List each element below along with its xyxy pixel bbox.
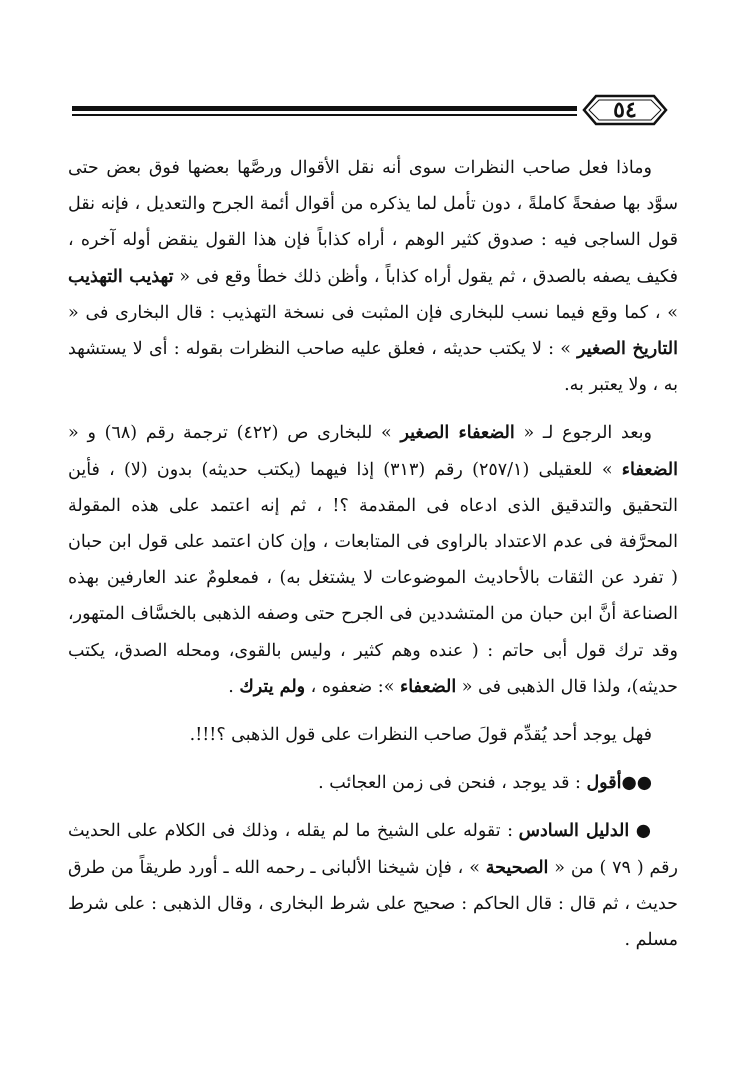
- text-run: » ، كما وقع فيما نسب للبخارى فإن المثبت فى نسخة التهذيب : قال البخارى فى «: [68, 302, 678, 323]
- paragraph-1: [68, 150, 678, 403]
- page-header: [72, 92, 672, 132]
- header-rule-thick: [72, 106, 577, 111]
- header-rule-thin: [72, 114, 577, 116]
- book-title: الصحيحة: [485, 857, 549, 878]
- page-number: ٥٤: [613, 97, 637, 123]
- bullet-icon: ●: [635, 821, 652, 842]
- text-run: : تقوله على الشيخ ما لم يقله ، وذلك فى الكلام على الحديث رقم ( ٧٩ ) من «: [68, 821, 679, 878]
- body-text: [68, 150, 678, 958]
- text-run: : قد يوجد ، فنحن فى زمن العجائب .: [318, 773, 587, 794]
- text-run: » للبخارى ص (٤٢٢) ترجمة رقم (٦٨) و «: [68, 423, 401, 444]
- text-run: »: ضعفوه ،: [305, 676, 400, 697]
- text-run: وبعد الرجوع لـ «: [514, 423, 652, 444]
- paragraph-5: [68, 813, 678, 958]
- book-title: تهذيب التهذيب: [68, 266, 174, 287]
- text-run: » للعقيلى (٢٥٧/١) رقم (٣١٣) إذا فيهما (يكتب حديثه) بدون (لا) ، فأين التحقيق والتدقيق الذى ادعاه فى المقدمة ؟! ، ثم إنه اعتمد على هذه المقولة المحرَّفة فى عدم الاعتداد بالراوى فى المتابعات ، وإن كان اعتمد على قول ابن حبان ( تفرد عن الثقات بالأحاديث الموضوعات لا يشتغل به) ، فمعلومٌ عند العارفين بهذه الصناعة أنَّ ابن حبان من المتشددين فى الجرح حتى وصفه الذهبى بالخسَّاف المتهور، وقد ترك قول أبى حاتم : ( عنده وهم كثير ، وليس بالقوى، ومحله الصدق، يكتب حديثه)، ولذا قال الذهبى فى «: [68, 459, 678, 697]
- book-title: الضعفاء الصغير: [400, 423, 515, 444]
- text-run: » ، فإن شيخنا الألبانى ـ رحمه الله ـ أورد طريقاً من طرق حديث ، ثم قال : قال الحاكم : صحيح على شرط البخارى ، وقال الذهبى : على شرط مسلم .: [68, 857, 678, 951]
- paragraph-2: [68, 415, 678, 705]
- page-number-badge: [580, 92, 670, 128]
- text-run: » : لا يكتب حديثه ، فعلق عليه صاحب النظرات بقوله : أى لا يستشهد به ، ولا يعتبر به.: [68, 339, 678, 396]
- emphasis: ولم يترك: [239, 676, 306, 697]
- text-run: وماذا فعل صاحب النظرات سوى أنه نقل الأقوال ورصَّها بعضها فوق بعض حتى سوَّد بها صفحةً كاملةً ، دون تأمل لما يذكره من أقوال أئمة الجرح والتعديل ، فإنه نقل قول الساجى فيه : صدوق كثير الوهم ، أراه كذاباً فإن هذا القول ينقض أوله آخره ، فكيف يصفه بالصدق ، ثم يقول أراه كذاباً ، وأظن ذلك خطأ وقع فى «: [68, 158, 678, 287]
- text-run: .: [228, 676, 240, 697]
- book-title: الضعفاء: [399, 676, 457, 697]
- book-title: التاريخ الصغير: [577, 339, 678, 360]
- section-label: الدليل السادس: [518, 821, 630, 842]
- book-title: الضعفاء: [621, 459, 678, 480]
- paragraph-4: [68, 765, 678, 801]
- label-aqool: أقول: [586, 773, 622, 794]
- paragraph-3: فهل يوجد أحد يُقدِّم قولَ صاحب النظرات على قول الذهبى ؟!!!.: [189, 725, 652, 746]
- bullet-double-icon: ●●: [621, 773, 652, 794]
